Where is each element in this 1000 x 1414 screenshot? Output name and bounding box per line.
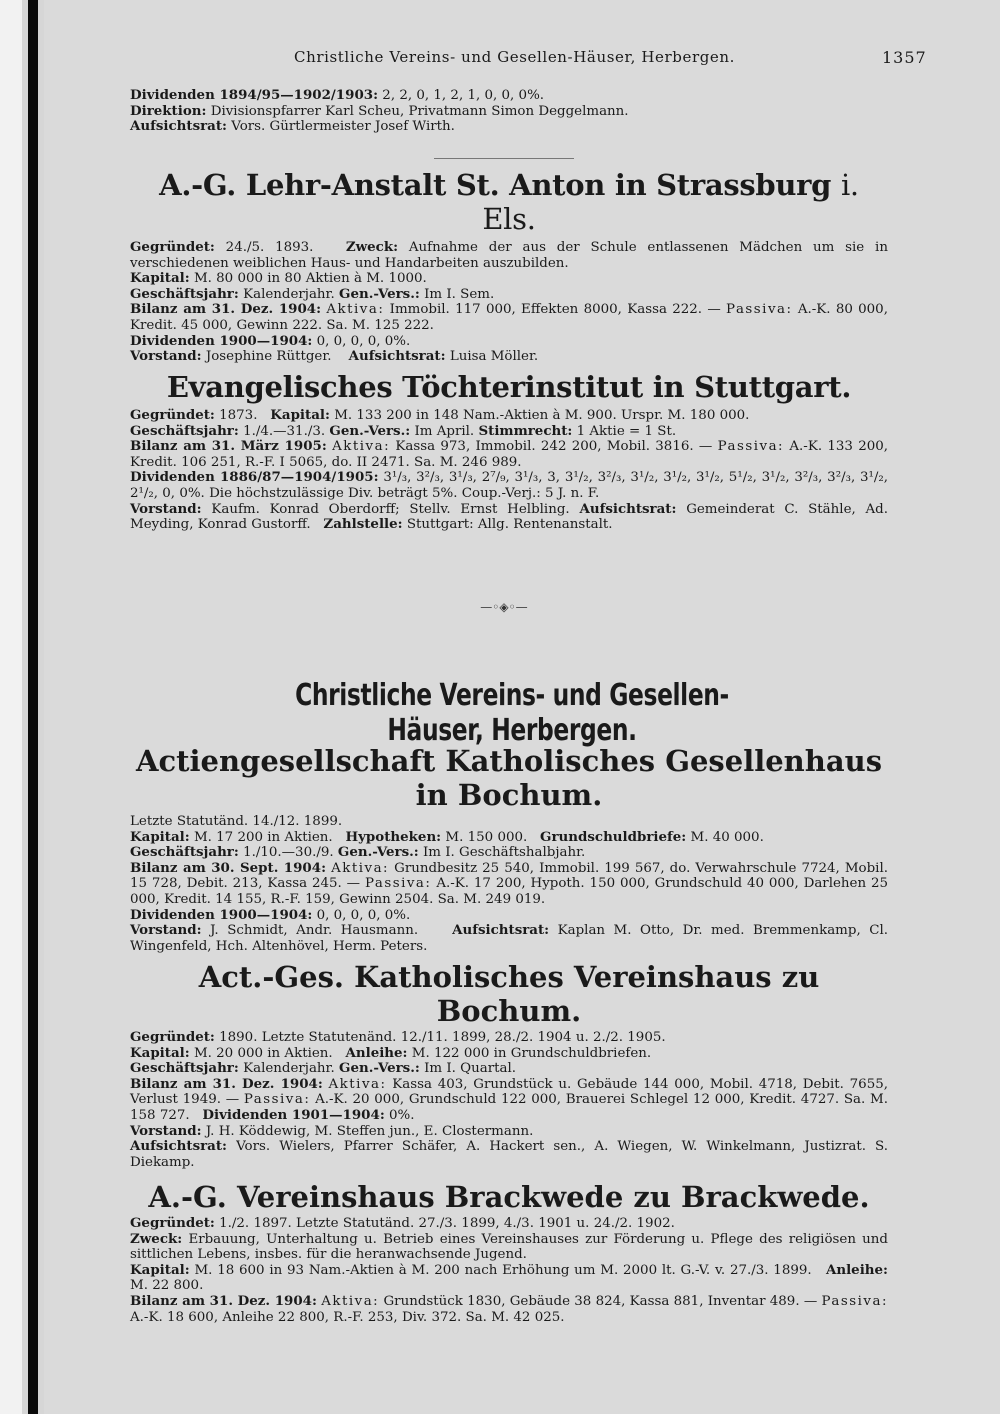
aufsichtsrat-value: Gemeinderat C. Stähle, Ad. Meyding, Konrad Gustorff. (130, 501, 889, 533)
entry-title (130, 168, 888, 236)
document-page (44, 0, 1000, 1414)
aufsichtsrat-label: Aufsichtsrat: (130, 118, 227, 135)
gen-vers-label: Gen.-Vers.: (329, 422, 411, 439)
vorstand-label: Vorstand: (130, 922, 202, 939)
passiva-value: A.-K. 133 200, Kredit. 106 251, R.-F. I 5065, do. II 2471. Sa. M. 246 989. (130, 439, 889, 470)
anleihe-value: M. 122 000 in Grundschuldbriefen. (411, 1045, 652, 1061)
gegruendet-label: Gegründet: (130, 239, 215, 255)
dividenden-value: 3¹/₃, 3²/₃, 3¹/₃, 2⁷/₉, 3¹/₃, 3, 3¹/₂, 3²/₃, 3¹/₂, 3¹/₂, 3¹/₂, 5¹/₂, 3¹/₂, 3²/₃, 3²/₃, 3¹/₂, 2¹/₂, 0, 0%. Die höchstzulässige Div. beträgt 5%. Coup.-Verj.: 5 J. n. F. (130, 470, 888, 501)
vorstand-label: Vorstand: (130, 348, 202, 365)
entry-title: A.-G. Vereinshaus Brackwede zu Brackwede. (148, 1180, 870, 1214)
zweck-value: Aufnahme der aus der Schule entlassenen Mädchen um sie in verschiedenen weiblichen Haus- und Handarbeiten auszubilden. (130, 240, 888, 271)
passiva-label: Passiva: (364, 876, 432, 892)
gen-vers-value: Im April. (414, 423, 475, 439)
kapital-label: Kapital: (130, 270, 190, 287)
statut-value: Letzte Statutänd. 14./12. 1899. (130, 814, 343, 829)
bilanz-label: Bilanz am 30. Sept. 1904: (130, 859, 327, 876)
entry-bochum-vereinshaus (130, 960, 888, 1170)
divider-ornament: —◦◈◦— (480, 600, 528, 614)
kapital-label: Kapital: (130, 1261, 190, 1278)
aufsichtsrat-value: Luisa Möller. (449, 349, 539, 365)
aktiva-value: Kassa 973, Immobil. 242 200, Mobil. 3816. — (395, 439, 713, 455)
kapital-value: M. 80 000 in 80 Aktien à M. 1000. (193, 271, 427, 287)
passiva-label: Passiva: (821, 1293, 888, 1309)
geschaeftsjahr-value: Kalenderjahr. (243, 286, 335, 302)
dividenden-value: 2, 2, 0, 1, 2, 1, 0, 0, 0%. (382, 88, 545, 103)
gen-vers-label: Gen.-Vers.: (337, 844, 419, 861)
entry-title-suffix: i. Els. (482, 168, 859, 236)
gegruendet-label: Gegründet: (130, 407, 215, 423)
vorstand-value: J. H. Köddewig, M. Steffen jun., E. Clostermann. (205, 1123, 534, 1139)
anleihe-label: Anleihe: (825, 1261, 888, 1278)
entry-title: Evangelisches Töchterinstitut in Stuttgart. (166, 370, 852, 404)
direktion-value: Divisionspfarrer Karl Scheu, Privatmann Simon Deggelmann. (210, 103, 629, 119)
gen-vers-value: Im I. Sem. (424, 286, 495, 302)
section-heading: Christliche Vereins- und Gesellen-Häuser, Herbergen. (295, 678, 729, 748)
geschaeftsjahr-label: Geschäftsjahr: (130, 422, 239, 439)
bilanz-label: Bilanz am 31. Dez. 1904: (130, 1075, 323, 1092)
vorstand-label: Vorstand: (130, 500, 202, 517)
gegruendet-value: 1873. (219, 408, 258, 423)
entry-title-text: A.-G. Lehr-Anstalt St. Anton in Strassburg (159, 168, 832, 202)
bilanz-label: Bilanz am 31. Dez. 1904: (130, 301, 322, 318)
geschaeftsjahr-label: Geschäftsjahr: (130, 285, 239, 302)
entry-bochum-gesellenhaus (130, 744, 888, 954)
dividenden-value: 0, 0, 0, 0, 0%. (316, 333, 411, 349)
passiva-value: A.-K. 20 000, Grundschuld 122 000, Brauerei Schlegel 12 000, Kredit. 4727. Sa. M. 158 727. (130, 1092, 888, 1123)
entry-stuttgart (130, 370, 888, 533)
aufsichtsrat-label: Aufsichtsrat: (348, 348, 446, 365)
aufsichtsrat-label: Aufsichtsrat: (130, 1138, 227, 1155)
gegruendet-label: Gegründet: (130, 1215, 215, 1231)
entry-brackwede (130, 1180, 888, 1325)
aufsichtsrat-value: Vors. Gürtlermeister Josef Wirth. (231, 119, 455, 135)
gen-vers-label: Gen.-Vers.: (339, 1060, 420, 1077)
gegruendet-value: 24./5. 1893. (225, 240, 314, 255)
aktiva-label: Aktiva: (321, 1293, 380, 1309)
gegruendet-value: 1./2. 1897. Letzte Statutänd. 27./3. 1899, 4./3. 1901 u. 24./2. 1902. (219, 1216, 675, 1231)
kapital-label: Kapital: (130, 828, 190, 845)
dividenden-label: Dividenden 1900—1904: (130, 332, 313, 349)
vorstand-value: J. Schmidt, Andr. Hausmann. (210, 923, 419, 939)
geschaeftsjahr-label: Geschäftsjahr: (130, 844, 239, 861)
aufsichtsrat-label: Aufsichtsrat: (579, 500, 677, 517)
page-number: 1357 (882, 48, 927, 67)
geschaeftsjahr-value: 1./10.—30./9. (243, 845, 334, 861)
gen-vers-label: Gen.-Vers.: (339, 285, 420, 302)
passiva-value: A.-K. 18 600, Anleihe 22 800, R.-F. 253, Div. 372. Sa. M. 42 025. (130, 1309, 565, 1325)
aufsichtsrat-label: Aufsichtsrat: (452, 922, 550, 939)
dividenden-value: 0, 0, 0, 0, 0%. (316, 907, 411, 923)
aktiva-label: Aktiva: (331, 860, 390, 876)
kapital-label: Kapital: (130, 1044, 190, 1061)
anleihe-value: M. 22 800. (130, 1278, 204, 1294)
zweck-label: Zweck: (345, 239, 399, 255)
aktiva-value: Kassa 403, Grundstück u. Gebäude 144 000, Mobil. 4718, Debit. 7655, Verlust 1949. — (130, 1076, 888, 1108)
bilanz-label: Bilanz am 31. März 1905: (130, 438, 327, 455)
aktiva-label: Aktiva: (328, 1076, 387, 1092)
zweck-value: Erbauung, Unterhaltung u. Betrieb eines Vereinshauses zur Förderung u. Pflege des religiösen und sittlichen Lebens, insbes. für die heranwachsende Jugend. (130, 1231, 888, 1263)
dividenden-label: Dividenden 1886/87—1904/1905: (130, 469, 379, 486)
aufsichtsrat-value: Kaplan M. Otto, Dr. med. Bremmenkamp, Cl. Wingenfeld, Hch. Altenhövel, Herm. Peters. (130, 923, 888, 954)
direktion-label: Direktion: (130, 102, 207, 119)
kapital-value: M. 18 600 in 93 Nam.-Aktien à M. 200 nach Erhöhung um M. 2000 lt. G.-V. v. 27./3. 1899. (194, 1262, 812, 1278)
dividenden-label: Dividenden 1894/95—1902/1903: (130, 87, 379, 103)
bilanz-label: Bilanz am 31. Dez. 1904: (130, 1292, 317, 1309)
aufsichtsrat-value: Vors. Wielers, Pfarrer Schäfer, A. Hackert sen., A. Wiegen, W. Winkelmann, Justizrat. S. Diekamp. (130, 1139, 889, 1170)
dividenden-label: Dividenden 1900—1904: (130, 906, 313, 923)
dividenden-label: Dividenden 1901—1904: (202, 1106, 385, 1123)
passiva-value: A.-K. 17 200, Hypoth. 150 000, Grundschuld 40 000, Darlehen 25 000, Kredit. 14 155, R.-F. 159, Gewinn 2504. Sa. M. 249 019. (130, 876, 888, 907)
gegruendet-value: 1890. Letzte Statutenänd. 12./11. 1899, 28./2. 1904 u. 2./2. 1905. (219, 1030, 666, 1045)
grundschuld-value: M. 40 000. (690, 829, 764, 845)
book-spine-shadow (28, 0, 38, 1414)
vorstand-value: Josephine Rüttger. (205, 349, 332, 365)
grundschuld-label: Grundschuldbriefe: (540, 828, 687, 845)
gen-vers-value: Im I. Geschäftshalbjahr. (423, 845, 586, 861)
zahlstelle-label: Zahlstelle: (323, 516, 403, 533)
passiva-label: Passiva: (243, 1092, 311, 1108)
kapital-value: M. 133 200 in 148 Nam.-Aktien à M. 900. Urspr. M. 180 000. (334, 408, 750, 423)
aktiva-value: Grundstück 1830, Gebäude 38 824, Kassa 881, Inventar 489. — (383, 1293, 818, 1309)
geschaeftsjahr-value: Kalenderjahr. (243, 1061, 335, 1077)
geschaeftsjahr-label: Geschäftsjahr: (130, 1060, 239, 1077)
stimmrecht-value: 1 Aktie = 1 St. (576, 423, 677, 439)
dividenden-value: 0%. (389, 1107, 415, 1123)
aktiva-label: Aktiva: (332, 439, 391, 455)
aktiva-value: Immobil. 117 000, Effekten 8000, Kassa 222. — (389, 302, 721, 318)
passiva-value: A.-K. 80 000, Kredit. 45 000, Gewinn 222. Sa. M. 125 222. (130, 302, 888, 333)
zweck-label: Zweck: (130, 1230, 183, 1247)
kapital-label: Kapital: (270, 407, 330, 423)
entry-title: Actiengesellschaft Katholisches Gesellenhaus in Bochum. (135, 744, 883, 812)
geschaeftsjahr-value: 1./4.—31./3. (243, 423, 326, 439)
vorstand-label: Vorstand: (130, 1122, 202, 1139)
zahlstelle-value: Stuttgart: Allg. Rentenanstalt. (406, 517, 613, 533)
page-binding-edge (0, 0, 22, 1414)
stimmrecht-label: Stimmrecht: (478, 422, 573, 439)
passiva-label: Passiva: (717, 439, 785, 455)
entry-top-continuation (130, 88, 888, 135)
separator-rule (434, 158, 574, 159)
anleihe-label: Anleihe: (345, 1044, 408, 1061)
aktiva-value: Grundbesitz 25 540, Immobil. 199 567, do. Verwahrschule 7724, Mobil. 15 728, Debit. 213, Kassa 245. — (130, 860, 889, 892)
entry-st-anton (130, 168, 888, 365)
vorstand-value: Kaufm. Konrad Oberdorff; Stellv. Ernst Helbling. (211, 501, 570, 517)
running-header: Christliche Vereins- und Gesellen-Häuser, Herbergen. (294, 48, 736, 66)
gen-vers-value: Im I. Quartal. (424, 1061, 517, 1077)
kapital-value: M. 20 000 in Aktien. (193, 1045, 333, 1061)
kapital-value: M. 17 200 in Aktien. (193, 829, 333, 845)
aktiva-label: Aktiva: (326, 302, 385, 318)
hypotheken-label: Hypotheken: (345, 828, 442, 845)
entry-title: Act.-Ges. Katholisches Vereinshaus zu Bochum. (198, 960, 820, 1028)
gegruendet-label: Gegründet: (130, 1029, 215, 1045)
passiva-label: Passiva: (726, 302, 793, 318)
hypotheken-value: M. 150 000. (445, 829, 528, 845)
